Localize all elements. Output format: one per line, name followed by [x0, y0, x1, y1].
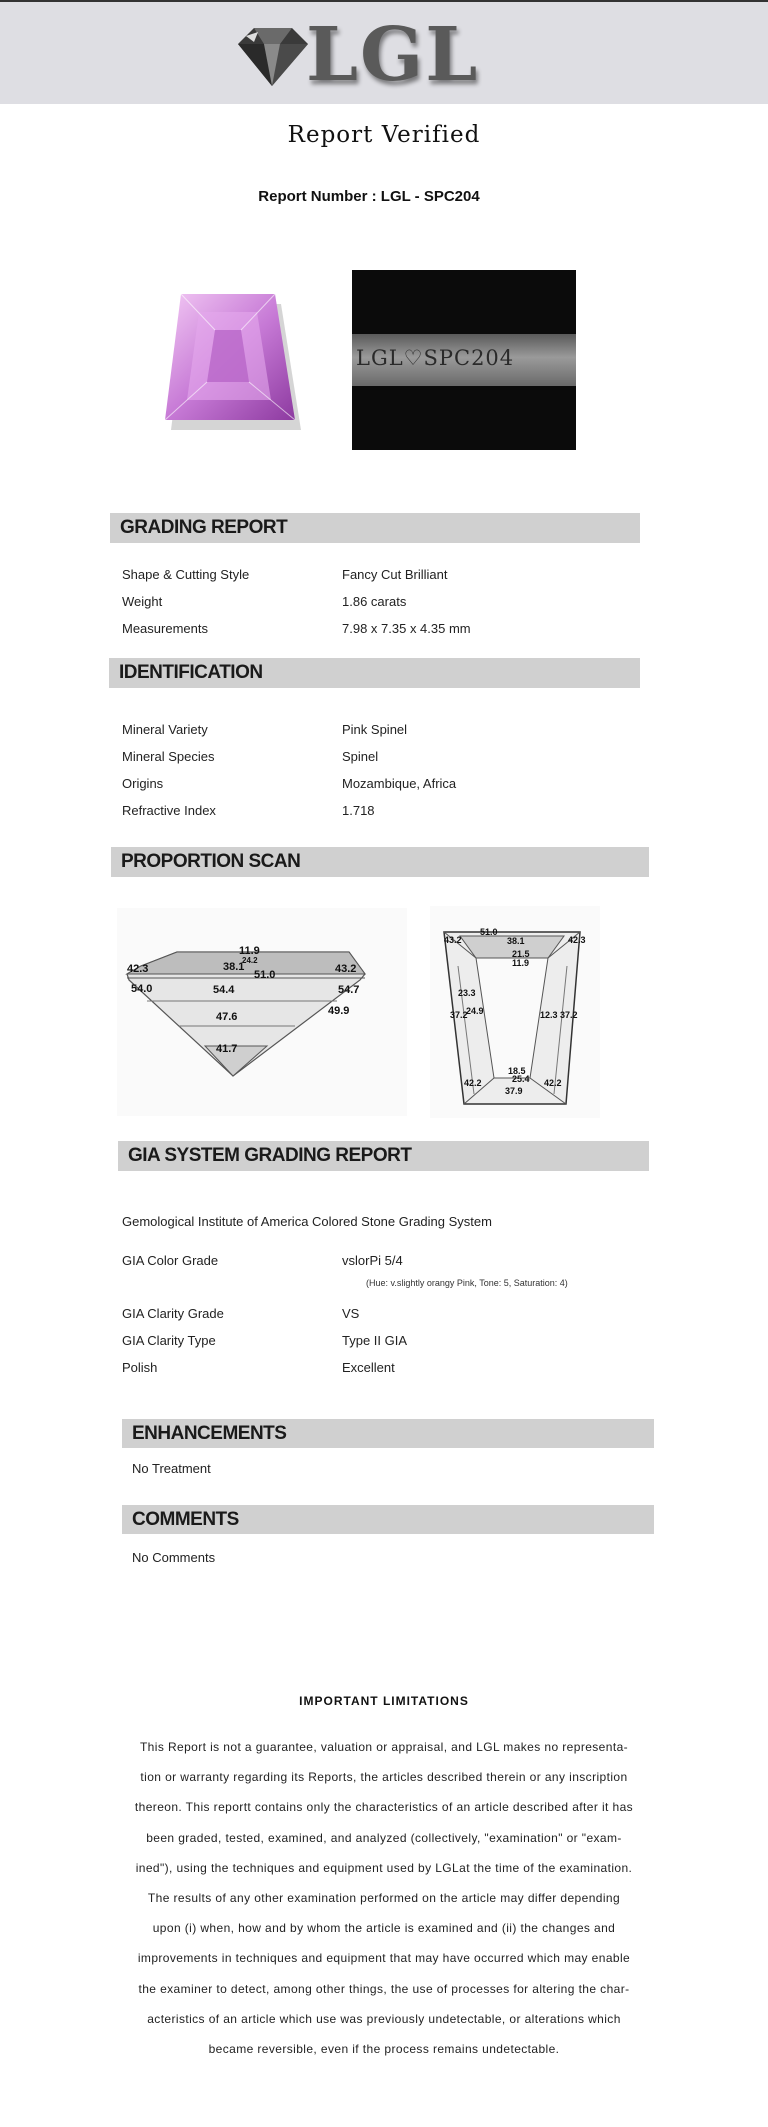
top-label-l3: 24.9 [466, 1006, 484, 1016]
header-banner [0, 2, 768, 104]
top-label-l2: 37.2 [450, 1010, 468, 1020]
label-crown: 38.1 [223, 961, 245, 973]
page-title: Report Verified [287, 122, 481, 148]
limitations-line: been graded, tested, examined, and analyzed (collectively, "examination" or "exam- [146, 1830, 622, 1845]
top-label-b3: 37.9 [505, 1086, 523, 1096]
lgl-logo [232, 12, 492, 98]
top-view-diagram [430, 906, 600, 1118]
comments-heading: COMMENTS [122, 1505, 654, 1534]
limitations-line: The results of any other examination performed on the article may differ depending [147, 1891, 621, 1906]
limitations-line: the examiner to detect, among other things, the use of processes for altering the char- [138, 1981, 630, 1996]
limitations-line: This Report is not a guarantee, valuation or appraisal, and LGL makes no representa- [139, 1740, 629, 1754]
comments-text: No Comments [132, 1550, 216, 1565]
limitations-line: improvements in techniques and equipment that may have occurred which may enable [137, 1951, 631, 1966]
limitations-body [116, 1732, 652, 2064]
top-label-t2: 38.1 [507, 936, 525, 946]
limitations-line: became reversible, even if the process remains undetectable. [208, 2042, 560, 2057]
gia-intro: Gemological Institute of America Colored Stone Grading System [122, 1214, 492, 1229]
label-table: 51.0 [254, 969, 276, 981]
top-label-c: 12.3 [540, 1010, 558, 1020]
label-center2: 47.6 [216, 1011, 238, 1023]
gia-heading: GIA SYSTEM GRADING REPORT [118, 1141, 649, 1171]
diamond-icon [232, 24, 312, 90]
limitations-line: thereon. This reportt contains only the characteristics of an article described after it has [134, 1800, 634, 1815]
enhancements-heading: ENHANCEMENTS [122, 1419, 654, 1448]
label-top2: 24.2 [242, 956, 258, 965]
gem-photo [135, 272, 325, 462]
limitations-line: tion or warranty regarding its Reports, the articles described therein or any inscription [140, 1770, 628, 1785]
side-profile-diagram [117, 908, 407, 1116]
identification-heading: IDENTIFICATION [109, 658, 640, 688]
limitations-title: IMPORTANT LIMITATIONS [299, 1694, 469, 1708]
label-top-center: 11.9 [239, 945, 260, 957]
label-culet: 41.7 [216, 1043, 238, 1055]
top-label-b2: 25.4 [512, 1074, 530, 1084]
gia-color-note: (Hue: v.slightly orangy Pink, Tone: 5, Saturation: 4) [366, 1278, 568, 1288]
enhancements-text: No Treatment [132, 1461, 211, 1476]
top-label-t4: 11.9 [512, 958, 530, 968]
top-label-r: 37.2 [560, 1010, 578, 1020]
limitations-line: ined"), using the techniques and equipment used by LGLat the time of the examination. [135, 1860, 633, 1875]
logo-text: LGL [306, 12, 480, 98]
report-number: Report Number : LGL - SPC204 [258, 188, 480, 205]
label-right-girdle: 43.2 [335, 963, 357, 975]
label-center1: 54.4 [213, 984, 235, 996]
top-label-top: 51.0 [480, 927, 498, 937]
label-right-pav: 54.7 [338, 984, 360, 996]
proportion-scan-heading: PROPORTION SCAN [111, 847, 649, 877]
label-right-low: 49.9 [328, 1005, 350, 1017]
top-label-tl: 43.2 [444, 935, 462, 945]
grading-report-heading: GRADING REPORT [110, 513, 640, 543]
top-label-b1: 18.5 [508, 1066, 526, 1076]
top-label-t3: 21.5 [512, 949, 530, 959]
top-label-bl: 42.2 [464, 1078, 482, 1088]
inscription-photo [352, 270, 576, 450]
top-label-l1: 23.3 [458, 988, 476, 998]
limitations-line: upon (i) when, how and by whom the article is examined and (ii) the changes and [152, 1921, 616, 1936]
top-label-tr: 42.3 [568, 935, 586, 945]
inscription-text: LGL♡SPC204 [356, 346, 515, 370]
label-left-pav: 54.0 [131, 983, 153, 995]
top-label-br: 42.2 [544, 1078, 562, 1088]
label-left-girdle: 42.3 [127, 963, 149, 975]
limitations-line: acteristics of an article which use was previously undetectable, or alterations which [147, 2011, 621, 2026]
